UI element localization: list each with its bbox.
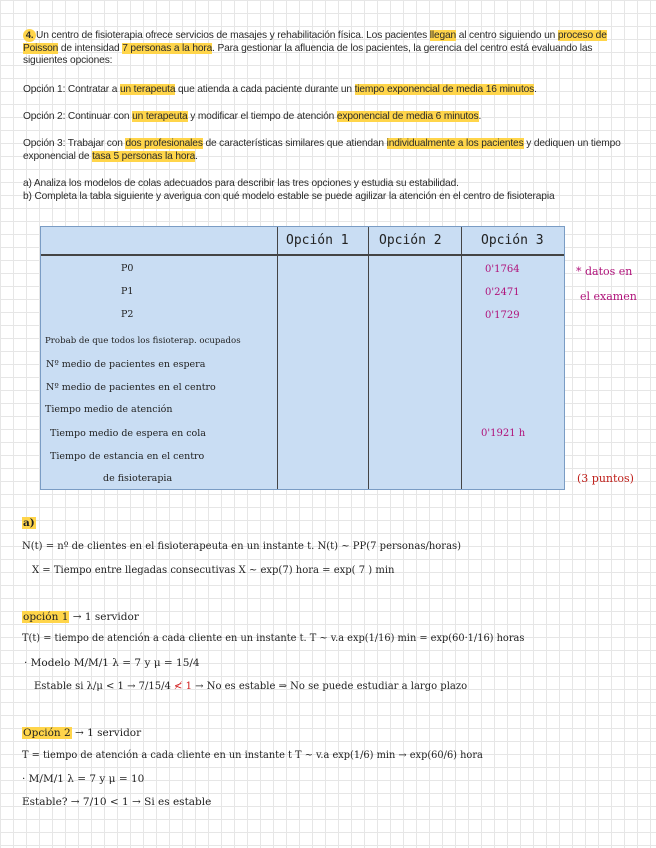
note-line-x: X = Tiempo entre llegadas consecutivas X ~ exp(7) hora = exp( 7 ) min bbox=[32, 565, 395, 576]
row-label-fisioterapia: de fisioterapia bbox=[103, 473, 173, 484]
row-label-prob-ocupados: Probab de que todos los fisioterap. ocupados bbox=[45, 336, 241, 346]
value-p2: 0'1729 bbox=[485, 310, 520, 321]
question-a: a) Analiza los modelos de colas adecuados para describir las tres opciones y estudia su estabilidad. bbox=[23, 178, 459, 189]
option-2-line-3: Estable? → 7/10 < 1 → Si es estable bbox=[22, 796, 212, 808]
side-note-line-1: * datos en bbox=[576, 265, 633, 278]
col-divider bbox=[461, 227, 462, 489]
points-label: (3 puntos) bbox=[577, 472, 634, 485]
note-line-nt: N(t) = nº de clientes en el fisioterapeuta en un instante t. N(t) ~ PP(7 personas/horas) bbox=[22, 541, 462, 552]
row-label-tiempo-estancia: Tiempo de estancia en el centro bbox=[50, 451, 205, 462]
value-espera-cola: 0'1921 h bbox=[481, 428, 526, 439]
section-a-label: a) bbox=[23, 517, 35, 529]
row-label-espera: Nº medio de pacientes en espera bbox=[46, 359, 206, 370]
option-2-line-2: · M/M/1 λ = 7 y μ = 10 bbox=[22, 773, 145, 785]
value-p0: 0'1764 bbox=[485, 264, 520, 275]
option-1-heading: opción 1 → 1 servidor bbox=[23, 611, 139, 623]
problem-number: 4. bbox=[23, 29, 36, 42]
results-table bbox=[40, 226, 565, 490]
col-divider bbox=[277, 227, 278, 489]
option-2-line-1: T = tiempo de atención a cada cliente en un instante t T ~ v.a exp(1/6) min → exp(60/6) hora bbox=[22, 750, 483, 761]
header-opcion-3: Opción 3 bbox=[481, 233, 544, 248]
problem-intro: 4. Un centro de fisioterapia ofrece servicios de masajes y rehabilitación física. Los pacientes llegan al centro siguiendo un proceso de Poisson de intensidad 7 personas a la hora. Para gestionar la afluencia de los pacientes, la gerencia del centro está evaluando las siguientes opciones: bbox=[23, 30, 607, 66]
option-3-text: Opción 3: Trabajar con dos profesionales de características similares que atiendan individualmente a los pacientes y dediquen un tiempo exponencial de tasa 5 personas la hora. bbox=[23, 138, 621, 162]
row-label-tiempo-espera: Tiempo medio de espera en cola bbox=[50, 428, 206, 439]
option-2-heading: Opción 2 → 1 servidor bbox=[23, 727, 142, 739]
row-label-centro: Nº medio de pacientes en el centro bbox=[46, 382, 216, 393]
header-divider bbox=[41, 254, 564, 256]
col-divider bbox=[368, 227, 369, 489]
row-label-p1: P1 bbox=[121, 286, 134, 297]
question-b: b) Completa la tabla siguiente y averigua con qué modelo estable se puede agilizar la atención en el centro de fisioterapia bbox=[23, 191, 555, 202]
row-label-p2: P2 bbox=[121, 309, 134, 320]
value-p1: 0'2471 bbox=[485, 287, 520, 298]
option-2-text: Opción 2: Continuar con un terapeuta y modificar el tiempo de atención exponencial de media 6 minutos. bbox=[23, 111, 482, 122]
option-1-text: Opción 1: Contratar a un terapeuta que atienda a cada paciente durante un tiempo exponencial de media 16 minutos. bbox=[23, 84, 537, 95]
row-label-tiempo-atencion: Tiempo medio de atención bbox=[45, 404, 173, 415]
option-1-line-1: T(t) = tiempo de atención a cada cliente en un instante t. T ~ v.a exp(1/16) min = exp(60·1/16) horas bbox=[22, 633, 525, 644]
option-1-line-2: · Modelo M/M/1 λ = 7 y μ = 15/4 bbox=[24, 657, 200, 669]
header-opcion-2: Opción 2 bbox=[379, 233, 442, 248]
row-label-p0: P0 bbox=[121, 263, 134, 274]
side-note-line-2: el examen bbox=[580, 290, 637, 303]
header-opcion-1: Opción 1 bbox=[286, 233, 349, 248]
option-1-line-3: Estable si λ/μ < 1 → 7/15/4 ≮ 1 → No es estable ⇒ No se puede estudiar a largo plazo bbox=[34, 681, 468, 692]
